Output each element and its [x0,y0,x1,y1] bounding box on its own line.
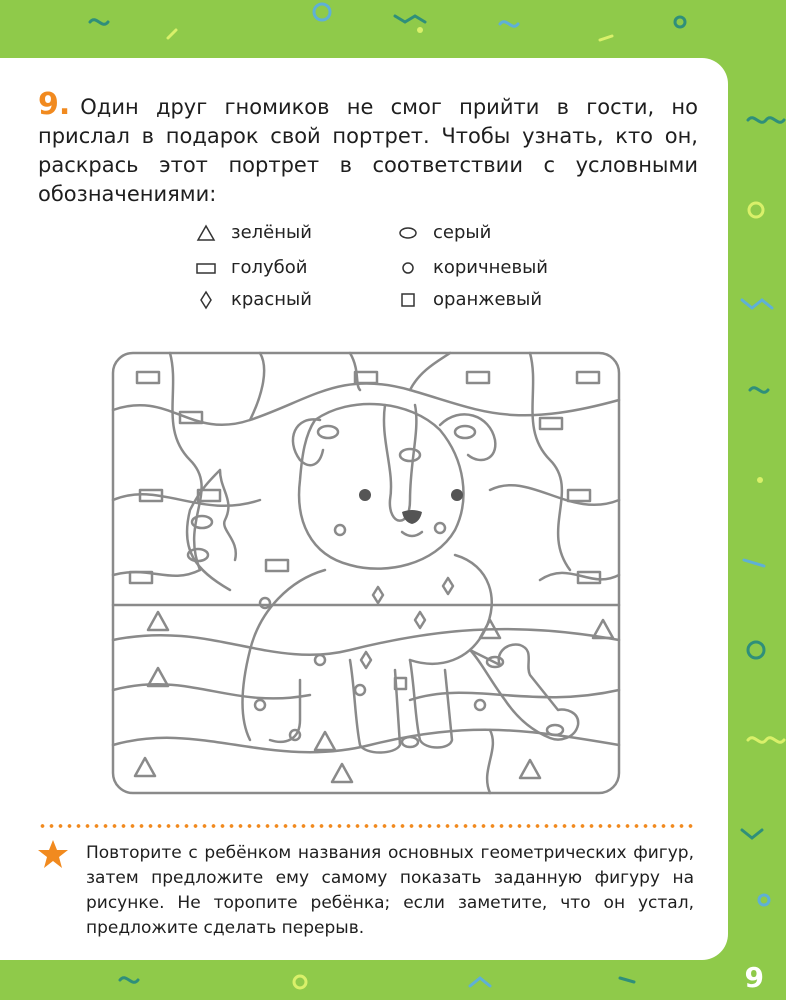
legend-item-red [195,289,312,310]
legend-item-orange [397,289,542,310]
color-legend [195,222,595,322]
legend-label: зелёный [231,222,312,243]
parent-tip-text: Повторите с ребёнком названия основных геометрических фигур, затем предложите ему самому показать заданную фигуру на рисунке. Не торопите ребёнка; если заметите, что он устал, предложите сделать перерыв. [86,843,694,938]
task-text [38,87,698,209]
page-number: 9 [744,961,764,994]
legend-label: красный [231,289,312,310]
coloring-picture [110,350,622,796]
legend-item-green [195,222,312,243]
legend-item-blue [195,257,307,278]
square-icon [397,290,419,310]
ellipse-icon [397,223,419,243]
star-icon [37,838,69,870]
legend-item-brown [397,257,548,278]
dog-head [299,404,463,569]
legend-label: голубой [231,257,308,278]
diamond-icon [195,290,217,310]
legend-label: оранжевый [433,289,543,310]
circle-icon [397,258,419,278]
legend-label: коричневый [433,257,549,278]
bone-shape [470,645,578,740]
legend-item-gray [397,222,491,243]
legend-label: серый [433,222,492,243]
rectangle-icon [195,258,217,278]
task-description: Один друг гномиков не смог прийти в гости, но прислал в подарок свой портрет. Чтобы узнать, кто он, раскрась этот портрет в соответствии с условными обозначениями: [38,95,698,206]
dotted-divider [38,824,694,828]
task-number: 9. [38,87,71,122]
triangle-icon [195,223,217,243]
